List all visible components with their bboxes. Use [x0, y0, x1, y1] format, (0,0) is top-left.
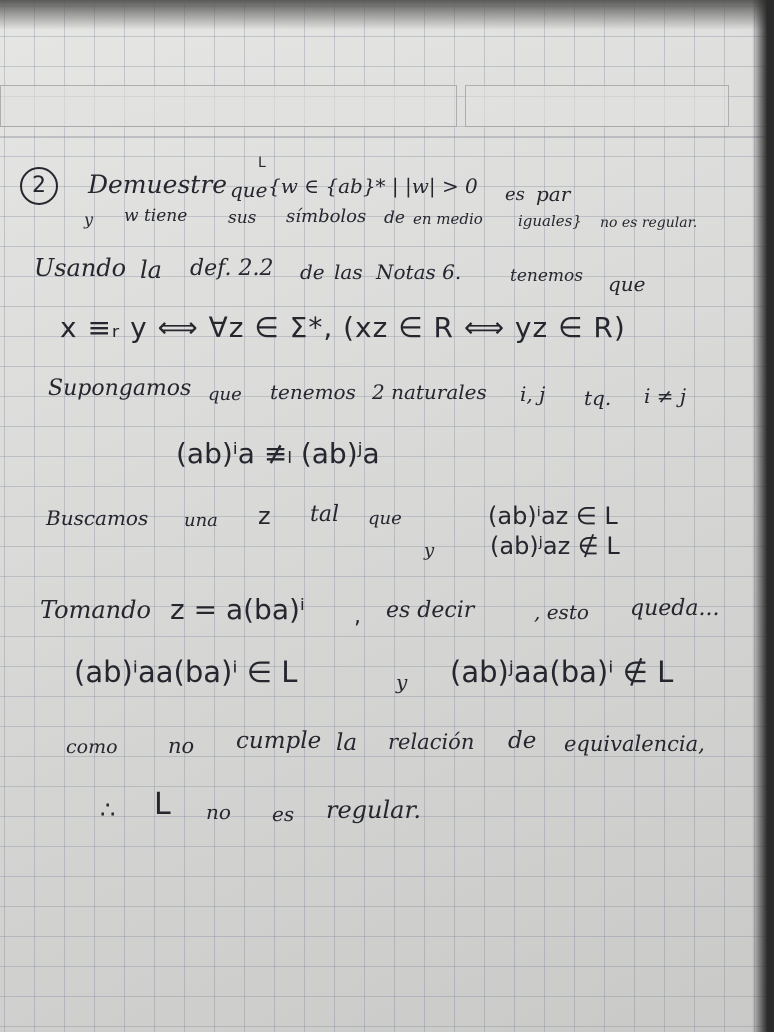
seek-una: una — [184, 510, 218, 531]
therefore-l: L — [154, 787, 171, 822]
suppose-tq: tq. — [584, 386, 612, 410]
problem-line2-en-medio: en medio — [413, 210, 483, 228]
problem-line1-set: {w ∈ {ab}* | |w| > 0 — [268, 174, 478, 198]
problem-line1-es: es — [505, 184, 525, 205]
taking-z-definition: z = a(ba)ⁱ — [170, 593, 305, 626]
page-top-shadow — [0, 0, 774, 30]
suppose-i-neq-j: i ≠ j — [644, 384, 687, 408]
seek-tal: tal — [310, 502, 339, 527]
seek-z: z — [258, 502, 271, 530]
header-field-right — [465, 85, 729, 127]
conclude-de: de — [508, 728, 537, 754]
result-in-language: (ab)ⁱaa(ba)ⁱ ∈ L — [74, 655, 298, 689]
equivalence-definition: x ≡ᵣ y ⟺ ∀z ∈ Σ*, (xz ∈ R ⟺ yz ∈ R) — [60, 311, 626, 344]
using-notas: Notas 6. — [376, 260, 462, 284]
seek-condition-in: (ab)ⁱaz ∈ L — [488, 502, 618, 530]
header-rule — [0, 136, 774, 138]
taking-esto: , esto — [534, 600, 589, 624]
therefore-symbol: ∴ — [100, 796, 116, 824]
conclude-como: como — [66, 736, 118, 758]
using-las: las — [334, 260, 363, 284]
conclude-relacion: relación — [388, 730, 475, 754]
using-de: de — [300, 260, 325, 284]
conclude-equivalencia: equivalencia, — [564, 732, 705, 756]
problem-line2-de: de — [384, 208, 405, 228]
therefore-regular: regular. — [326, 796, 421, 824]
taking-queda: queda... — [630, 596, 720, 621]
therefore-no: no — [206, 800, 231, 824]
using-que: que — [608, 272, 646, 296]
seek-y: y — [424, 540, 435, 561]
problem-line2-simbolos: símbolos — [286, 206, 367, 227]
suppose-que: que — [208, 384, 242, 405]
problem-line1-que: que — [230, 178, 268, 202]
problem-line1-par: par — [536, 182, 571, 206]
problem-line2-iguales: iguales} — [518, 212, 582, 230]
using-tenemos: tenemos — [510, 266, 583, 286]
problem-line1-language-mark: L — [258, 155, 266, 171]
suppose-i-j: i, j — [520, 382, 546, 406]
problem-number: 2 — [20, 167, 58, 205]
not-equivalent-statement: (ab)ⁱa ≢ₗ (ab)ʲa — [176, 437, 380, 470]
taking-tomando: Tomando — [40, 596, 151, 624]
suppose-naturales: 2 naturales — [372, 380, 487, 404]
problem-line2-w-tiene: w tiene — [124, 206, 188, 226]
conclude-la: la — [336, 730, 358, 756]
using-def: def. 2.2 — [190, 256, 274, 281]
seek-condition-not-in: (ab)ʲaz ∉ L — [490, 532, 620, 560]
result-not-in-language: (ab)ʲaa(ba)ⁱ ∉ L — [450, 655, 674, 689]
problem-line2-sus: sus — [228, 208, 257, 228]
seek-buscamos: Buscamos — [46, 506, 149, 530]
page-right-shadow — [752, 0, 774, 1032]
suppose-supongamos: Supongamos — [48, 376, 192, 401]
header-field-left — [0, 85, 457, 127]
seek-que: que — [368, 508, 402, 529]
result-y: y — [396, 670, 408, 694]
conclude-cumple: cumple — [236, 728, 322, 754]
using-usando: Usando — [34, 254, 127, 282]
problem-line2-no-es-regular: no es regular. — [600, 215, 698, 231]
suppose-tenemos: tenemos — [270, 380, 356, 404]
therefore-es: es — [272, 802, 295, 826]
conclude-no: no — [168, 734, 195, 758]
using-la: la — [140, 256, 162, 284]
problem-line2-y: y — [84, 210, 94, 229]
taking-comma: , — [354, 604, 361, 629]
problem-line1-demuestre: Demuestre — [88, 170, 228, 199]
taking-es-decir: es decir — [386, 598, 475, 623]
